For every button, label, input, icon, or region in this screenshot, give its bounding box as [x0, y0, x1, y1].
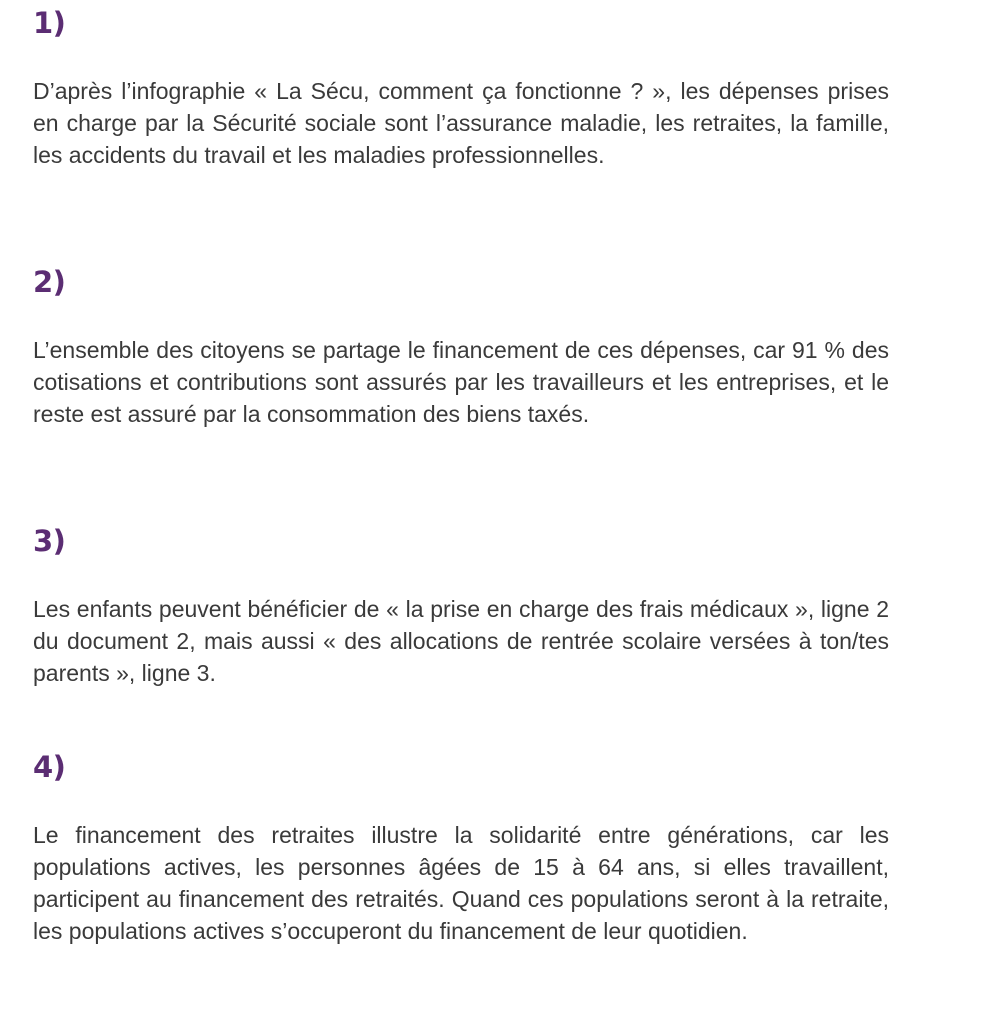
answer-number: 1) [33, 6, 66, 40]
answer-number: 2) [33, 265, 66, 299]
answer-text: Le financement des retraites illustre la solidarité entre générations, car les populations actives, les personnes âgées de 15 à 64 ans, si elles travaillent, participent au financement des retraités. Quand ces populations seront à la retraite, les populations actives s’occuperont du financement de leur quotidien. [33, 822, 889, 944]
answer-number: 4) [33, 750, 66, 784]
answer-text: Les enfants peuvent bénéficier de « la prise en charge des frais médicaux », ligne 2 du document 2, mais aussi « des allocations de rentrée scolaire versées à ton/tes parents », ligne 3. [33, 596, 889, 686]
answer-text: D’après l’infographie « La Sécu, comment ça fonctionne ? », les dépenses prises en charge par la Sécurité sociale sont l’assurance maladie, les retraites, la famille, les accidents du travail et les maladies professionnelles. [33, 78, 889, 168]
answer-text: L’ensemble des citoyens se partage le financement de ces dépenses, car 91 % des cotisations et contributions sont assurés par les travailleurs et les entreprises, et le reste est assuré par la consommation des biens taxés. [33, 337, 889, 427]
answer-number: 3) [33, 524, 66, 558]
